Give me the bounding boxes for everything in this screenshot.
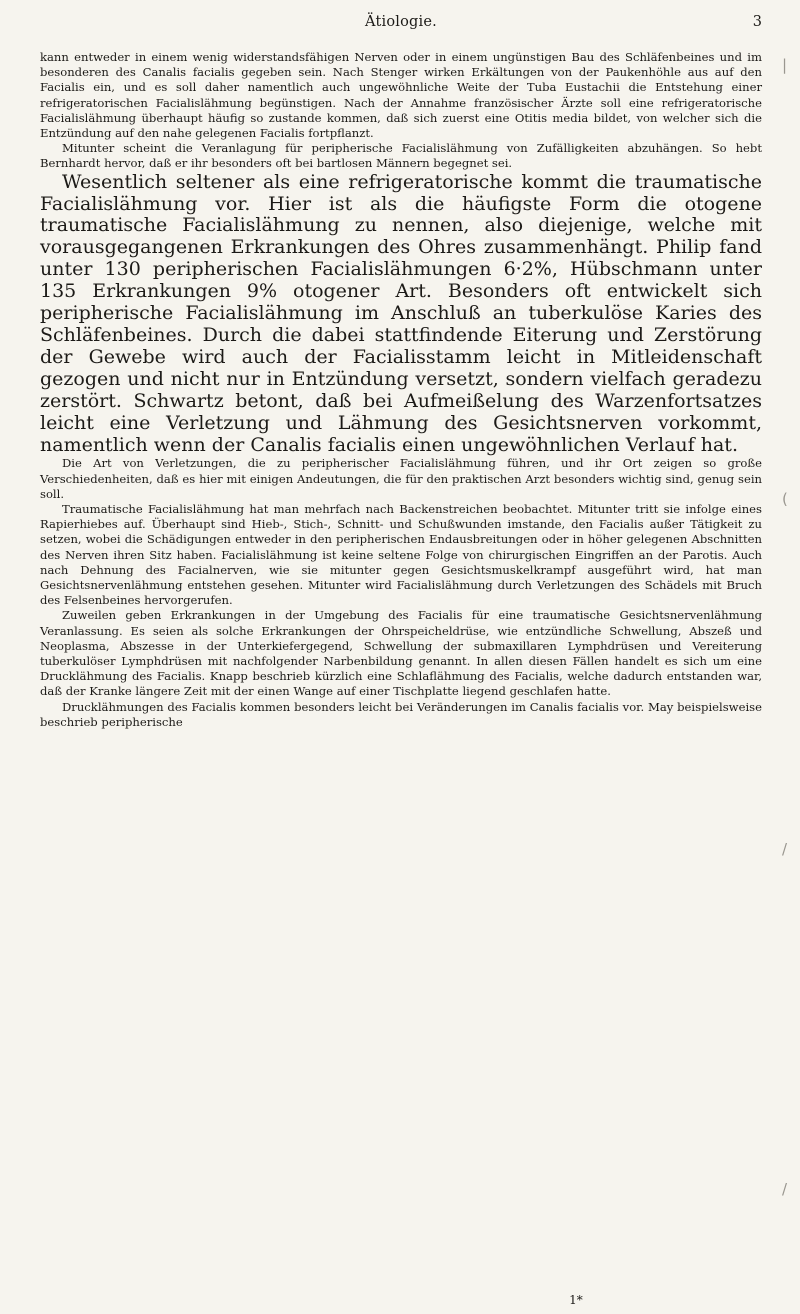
sheet-signature bbox=[0, 1293, 800, 1307]
text-body bbox=[40, 50, 762, 730]
paragraph-traumatic-otogenic: Wesentlich seltener als eine refrigeratorische kommt die traumatische Facialislähmung vor. Hier ist als die häufigste Form die otogene traumatische Facialislähmung zu nennen, also diejenige, welche mit vorausgegangenen Erkrankungen des Ohres zusammenhängt. Philip fand unter 130 peripherischen Facialislähmungen 6·2%, Hübschmann unter 135 Erkrankungen 9% otogener Art. Besonders oft entwickelt sich peripherische Facialislähmung im Anschluß an tuberkulöse Karies des Schläfenbeines. Durch die dabei stattfindende Eiterung und Zerstörung der Gewebe wird auch der Facialisstamm leicht in Mitleidenschaft gezogen und nicht nur in Entzündung versetzt, sondern vielfach geradezu zerstört. Schwartz betont, daß bei Aufmeißelung des Warzenfortsatzes leicht eine Verletzung und Lähmung des Gesichtsnerven vorkommt, namentlich wenn der Canalis facialis einen ungewöhnlichen Verlauf hat. bbox=[40, 170, 762, 456]
page-number: 3 bbox=[752, 14, 762, 30]
chapter-title: Ätiologie. bbox=[365, 14, 437, 30]
paragraph-traumatic-causes: Traumatische Facialislähmung hat man mehrfach nach Backenstreichen beobachtet. Mitunter tritt sie infolge eines Rapierhiebes auf. Überhaupt sind Hieb-, Stich-, Schnitt- und Schußwunden imstande, den Facialis außer Tätigkeit zu setzen, wobei die Schädigungen entweder in den peripherischen Endausbreitungen oder in höher gelegenen Abschnitten des Nerven ihren Sitz haben. Facialislähmung ist keine seltene Folge von chirurgischen Eingriffen an der Parotis. Auch nach Dehnung des Facialnerven, wie sie mitunter gegen Gesichtsmuskelkrampf ausgeführt wird, hat man Gesichtsnervenlähmung entstehen gesehen. Mitunter wird Facialislähmung durch Verletzungen des Schädels mit Bruch des Felsenbeines hervorgerufen. bbox=[40, 502, 762, 608]
running-header bbox=[40, 14, 762, 38]
margin-mark-decoration: ( bbox=[782, 490, 788, 508]
margin-mark-decoration: / bbox=[782, 1180, 788, 1198]
paragraph-pressure-palsy: Zuweilen geben Erkrankungen in der Umgebung des Facialis für eine traumatische Gesichtsnervenlähmung Veranlassung. Es seien als solche Erkrankungen der Ohrspeicheldrüse, wie entzündliche Schwellung, Abszeß und Neoplasma, Abszesse in der Unterkiefergegend, Schwellung der submaxillaren Lymphdrüsen und Vereiterung tuberkulöser Lymphdrüsen mit nachfolgender Narbenbildung genannt. In allen diesen Fällen handelt es sich um eine Drucklähmung des Facialis. Knapp beschrieb kürzlich eine Schlaflähmung des Facialis, welche dadurch entstanden war, daß der Kranke längere Zeit mit der einen Wange auf einer Tischplatte liegend geschlafen hatte. bbox=[40, 608, 762, 699]
paragraph-etiology-predisposition: kann entweder in einem wenig widerstandsfähigen Nerven oder in einem ungünstigen Bau des Schläfenbeines und im besonderen des Canalis facialis gegeben sein. Nach Stenger wirken Erkältungen von der Paukenhöhle aus auf den Facialis ein, und es soll daher namentlich auch ungewöhnliche Weite der Tuba Eustachii die Entstehung einer refrigeratorischen Facialislähmung begünstigen. Nach der Annahme französischer Ärzte soll eine refrigeratorische Facialislähmung überhaupt häufig so zustande kommen, daß sich zuerst eine Otitis media bildet, von welcher sich die Entzündung auf den nahe gelegenen Facialis fortpflanzt. bbox=[40, 50, 762, 141]
margin-mark-decoration: | bbox=[782, 56, 788, 74]
sheet-signature-text: 1* bbox=[569, 1293, 583, 1307]
paragraph-injury-variety: Die Art von Verletzungen, die zu peripherischer Facialislähmung führen, und ihr Ort zeigen so große Verschiedenheiten, daß es hier mit einigen Andeutungen, die für den praktischen Arzt besonders wichtig sind, genug sein soll. bbox=[40, 456, 762, 501]
paragraph-canalis-facialis: Drucklähmungen des Facialis kommen besonders leicht bei Veränderungen im Canalis facialis vor. May beispielsweise beschrieb peripherische bbox=[40, 699, 762, 729]
margin-mark-decoration: / bbox=[782, 840, 788, 858]
paragraph-bernhardt-note: Mitunter scheint die Veranlagung für peripherische Facialislähmung von Zufälligkeiten abzuhängen. So hebt Bernhardt hervor, daß er ihr besonders oft bei bartlosen Männern begegnet sei. bbox=[40, 141, 762, 171]
